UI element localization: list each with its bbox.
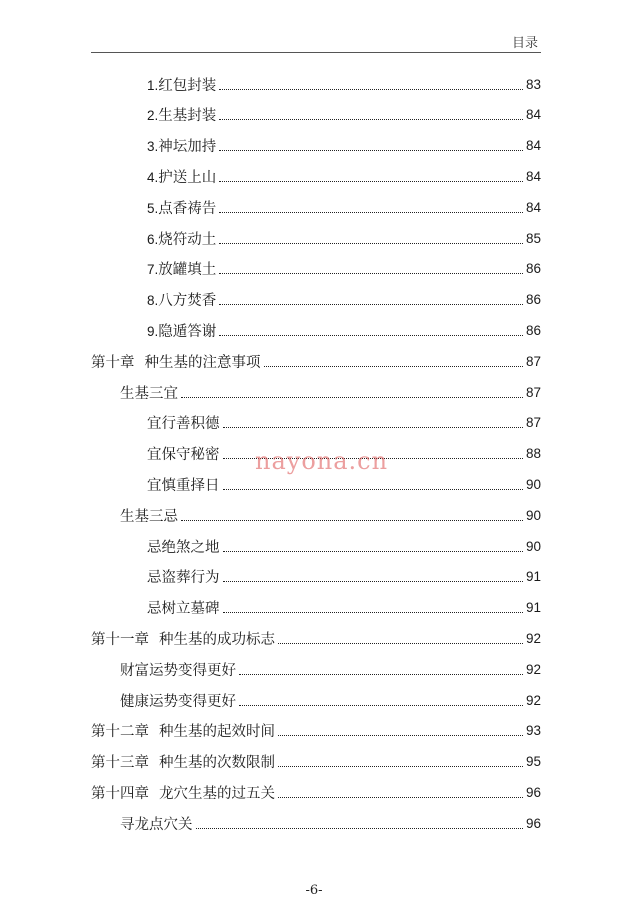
toc-page-number: 96	[525, 815, 541, 831]
toc-section-entry[interactable]	[120, 377, 541, 407]
toc-page-number: 87	[525, 384, 541, 400]
toc-entry-title: 5.点香祷告	[147, 200, 217, 217]
chapter-number: 第十二章	[91, 724, 149, 741]
chapter-number: 第十四章	[91, 785, 149, 802]
toc-entry-title: 生基三忌	[120, 508, 178, 525]
dot-leader	[223, 581, 523, 582]
dot-leader	[278, 797, 523, 798]
running-header: 目录	[511, 36, 538, 51]
dot-leader	[181, 397, 523, 398]
toc-section-entry[interactable]	[120, 500, 541, 530]
toc-entry-title: 4.护送上山	[147, 169, 217, 186]
dot-leader	[223, 551, 523, 552]
toc-page-number: 92	[525, 630, 541, 646]
toc-page-number: 90	[525, 476, 541, 492]
dot-leader	[223, 427, 523, 428]
toc-page-number: 87	[525, 353, 541, 369]
watermark-text: nayona.cn	[255, 447, 389, 475]
toc-entry[interactable]	[147, 593, 541, 623]
toc-section-entry[interactable]	[120, 654, 541, 684]
toc-entry-title: 第十四章 龙穴生基的过五关	[91, 785, 275, 802]
toc-entry-title: 忌盗葬行为	[147, 570, 220, 587]
toc-entry-title: 忌树立墓碑	[147, 601, 220, 618]
toc-entry[interactable]	[147, 161, 541, 191]
dot-leader	[278, 766, 523, 767]
dot-leader	[219, 181, 523, 182]
toc-entry-title: 寻龙点穴关	[120, 816, 193, 833]
toc-section-entry[interactable]	[120, 808, 541, 838]
toc-page-number: 90	[525, 538, 541, 554]
toc-page-number: 86	[525, 292, 541, 308]
dot-leader	[239, 674, 523, 675]
toc-entry-title: 忌绝煞之地	[147, 539, 220, 556]
toc-page-number: 96	[525, 784, 541, 800]
dot-leader	[219, 150, 523, 151]
toc-entry[interactable]	[147, 408, 541, 438]
dot-leader	[219, 273, 523, 274]
toc-entry[interactable]	[147, 223, 541, 253]
toc-page-number: 88	[525, 446, 541, 462]
toc-entry-title: 2.生基封装	[147, 108, 217, 125]
toc-entry-title: 健康运势变得更好	[120, 693, 236, 710]
toc-page-number: 93	[525, 723, 541, 739]
toc-entry[interactable]	[147, 531, 541, 561]
toc-chapter-entry[interactable]	[91, 716, 541, 746]
toc-entry[interactable]	[147, 562, 541, 592]
dot-leader	[196, 828, 523, 829]
dot-leader	[219, 212, 523, 213]
dot-leader	[219, 89, 523, 90]
toc-entry-title: 第十三章 种生基的次数限制	[91, 755, 275, 772]
toc-entry[interactable]	[147, 285, 541, 315]
toc-page-number: 83	[525, 76, 541, 92]
dot-leader	[219, 243, 523, 244]
toc-page-number: 84	[525, 199, 541, 215]
toc-entry-title: 6.烧符动土	[147, 231, 217, 248]
chapter-number: 第十一章	[91, 631, 149, 648]
toc-page-number: 86	[525, 322, 541, 338]
dot-leader	[219, 304, 523, 305]
dot-leader	[181, 520, 523, 521]
toc-page-number: 92	[525, 661, 541, 677]
toc-entry[interactable]	[147, 315, 541, 345]
toc-entry[interactable]	[147, 192, 541, 222]
toc-chapter-entry[interactable]	[91, 346, 541, 376]
footer-page-number: -6-	[305, 883, 323, 898]
toc-entry[interactable]	[147, 100, 541, 130]
dot-leader	[239, 705, 523, 706]
toc-page-number: 92	[525, 692, 541, 708]
dot-leader	[219, 335, 523, 336]
toc-entry-title: 7.放罐填土	[147, 262, 217, 279]
chapter-number: 第十章	[91, 354, 135, 371]
toc-page-number: 84	[525, 168, 541, 184]
toc-chapter-entry[interactable]	[91, 777, 541, 807]
toc-entry-title: 第十章 种生基的注意事项	[91, 354, 261, 371]
dot-leader	[264, 366, 523, 367]
toc-entry-title: 3.神坛加持	[147, 139, 217, 156]
toc-page-number: 85	[525, 230, 541, 246]
toc-page-number: 90	[525, 507, 541, 523]
toc-entry-title: 1.红包封装	[147, 77, 217, 94]
header-rule	[91, 52, 541, 53]
toc-entry-title: 第十一章 种生基的成功标志	[91, 631, 275, 648]
toc-entry[interactable]	[147, 254, 541, 284]
dot-leader	[219, 119, 523, 120]
toc-page-number: 87	[525, 415, 541, 431]
toc-page-number: 91	[525, 569, 541, 585]
toc-page-number: 86	[525, 261, 541, 277]
dot-leader	[223, 612, 523, 613]
toc-page-number: 84	[525, 107, 541, 123]
dot-leader	[223, 489, 523, 490]
toc-chapter-entry[interactable]	[91, 747, 541, 777]
toc-entry-title: 财富运势变得更好	[120, 662, 236, 679]
toc-page-number: 91	[525, 600, 541, 616]
toc-entry[interactable]	[147, 69, 541, 99]
chapter-number: 第十三章	[91, 755, 149, 772]
toc-entry-title: 宜慎重择日	[147, 477, 220, 494]
toc-entry-title: 生基三宜	[120, 385, 178, 402]
toc-entry-title: 宜行善积德	[147, 416, 220, 433]
toc-page-number: 84	[525, 138, 541, 154]
dot-leader	[278, 643, 523, 644]
toc-entry-title: 9.隐遁答谢	[147, 323, 217, 340]
toc-page-number: 95	[525, 754, 541, 770]
toc-entry-title: 8.八方焚香	[147, 293, 217, 310]
toc-entry[interactable]	[147, 131, 541, 161]
toc-section-entry[interactable]	[120, 685, 541, 715]
toc-chapter-entry[interactable]	[91, 623, 541, 653]
dot-leader	[278, 735, 523, 736]
toc-entry-title: 宜保守秘密	[147, 447, 220, 464]
toc-entry-title: 第十二章 种生基的起效时间	[91, 724, 275, 741]
